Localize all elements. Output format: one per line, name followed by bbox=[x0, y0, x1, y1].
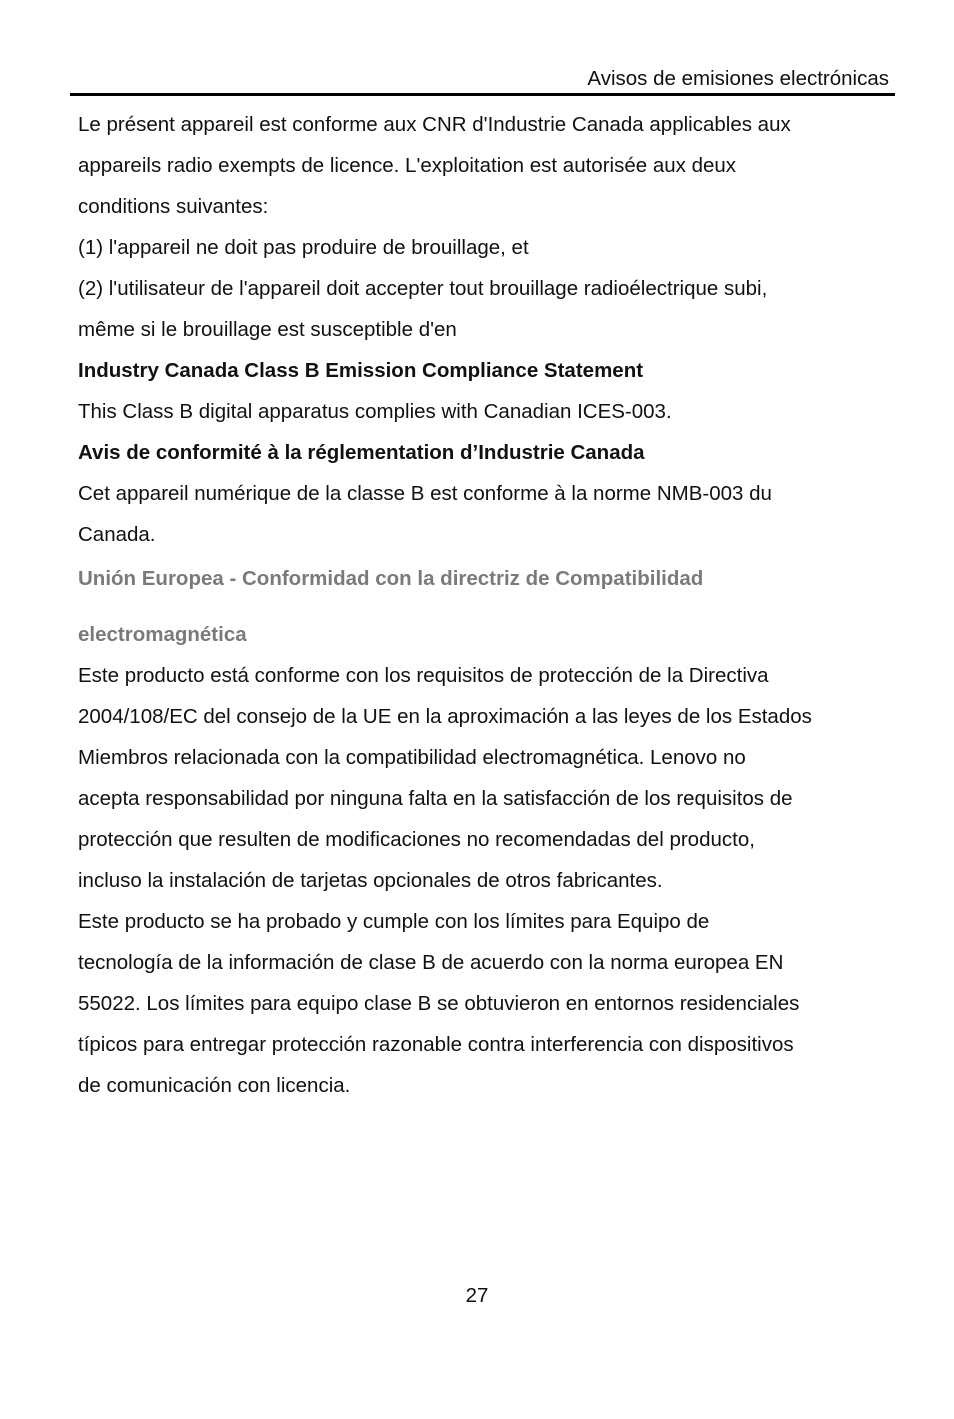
paragraph-line: même si le brouillage est susceptible d'en bbox=[78, 318, 457, 341]
avis-heading: Avis de conformité à la réglementation d’Industrie Canada bbox=[78, 441, 645, 464]
eu-heading: Unión Europea - Conformidad con la directriz de Compatibilidad bbox=[78, 567, 704, 590]
eu-paragraph-line: incluso la instalación de tarjetas opcionales de otros fabricantes. bbox=[78, 869, 663, 892]
ic-heading: Industry Canada Class B Emission Compliance Statement bbox=[78, 359, 644, 382]
eu-paragraph-line: 2004/108/EC del consejo de la UE en la aproximación a las leyes de los Estados bbox=[78, 705, 812, 728]
eu-paragraph-line: Este producto se ha probado y cumple con los límites para Equipo de bbox=[78, 910, 710, 933]
ic-text: This Class B digital apparatus complies with Canadian ICES-003. bbox=[78, 400, 672, 423]
paragraph-line: conditions suivantes: bbox=[78, 195, 269, 218]
avis-line: Cet appareil numérique de la classe B est conforme à la norme NMB-003 du bbox=[78, 482, 772, 505]
eu-paragraph-line: 55022. Los límites para equipo clase B se obtuvieron en entornos residenciales bbox=[78, 992, 800, 1015]
page-number: 27 bbox=[465, 1284, 489, 1307]
page-header bbox=[70, 64, 895, 96]
list-item: (1) l'appareil ne doit pas produire de brouillage, et bbox=[78, 236, 529, 259]
paragraph-line: appareils radio exempts de licence. L'exploitation est autorisée aux deux bbox=[78, 154, 737, 177]
list-item: (2) l'utilisateur de l'appareil doit accepter tout brouillage radioélectrique subi, bbox=[78, 277, 768, 300]
page-content bbox=[78, 104, 894, 1106]
eu-paragraph-line: Este producto está conforme con los requisitos de protección de la Directiva bbox=[78, 664, 769, 687]
avis-line: Canada. bbox=[78, 523, 156, 546]
header-title: Avisos de emisiones electrónicas bbox=[587, 67, 889, 90]
eu-paragraph-line: típicos para entregar protección razonable contra interferencia con dispositivos bbox=[78, 1033, 794, 1056]
eu-paragraph-line: protección que resulten de modificaciones no recomendadas del producto, bbox=[78, 828, 755, 851]
eu-heading: electromagnética bbox=[78, 623, 247, 646]
eu-paragraph-line: de comunicación con licencia. bbox=[78, 1074, 351, 1097]
eu-paragraph-line: tecnología de la información de clase B de acuerdo con la norma europea EN bbox=[78, 951, 784, 974]
paragraph-line: Le présent appareil est conforme aux CNR d'Industrie Canada applicables aux bbox=[78, 113, 791, 136]
eu-paragraph-line: Miembros relacionada con la compatibilidad electromagnética. Lenovo no bbox=[78, 746, 746, 769]
eu-paragraph-line: acepta responsabilidad por ninguna falta en la satisfacción de los requisitos de bbox=[78, 787, 793, 810]
